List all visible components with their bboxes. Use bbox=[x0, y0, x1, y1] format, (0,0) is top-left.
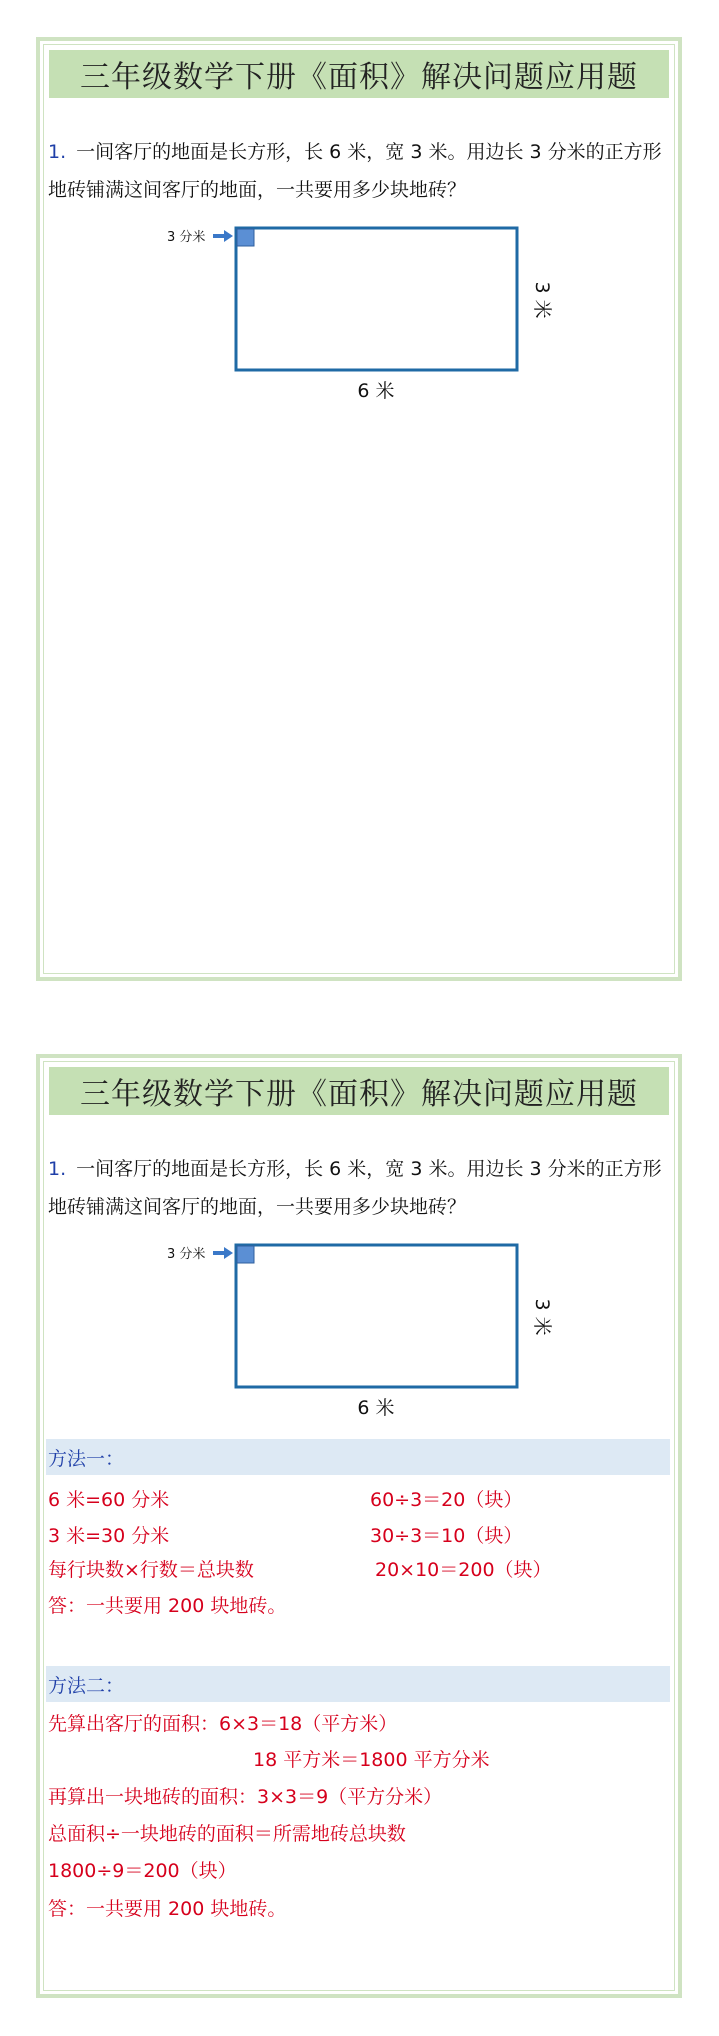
method1-right-line: 20×10＝200（块） bbox=[375, 1559, 552, 1581]
method1-header-bar bbox=[46, 1439, 670, 1475]
question-card bbox=[36, 37, 682, 981]
method2-line: 18 平方米＝1800 平方分米 bbox=[253, 1749, 490, 1771]
tile-label: 3 分米 bbox=[167, 230, 206, 245]
width-label: 3 米 bbox=[531, 281, 553, 319]
solution-card bbox=[36, 1054, 682, 1998]
floor-diagram bbox=[40, 41, 686, 441]
method2-line: 1800÷9＝200（块） bbox=[48, 1860, 237, 1882]
tile-arrow-icon bbox=[213, 230, 233, 242]
method2-answer: 答：一共要用 200 块地砖。 bbox=[48, 1898, 287, 1920]
method1-title: 方法一： bbox=[48, 1448, 125, 1470]
tile-label: 3 分米 bbox=[167, 1247, 206, 1262]
tile-square bbox=[237, 229, 254, 246]
length-label: 6 米 bbox=[357, 1397, 395, 1419]
question-text: 一间客厅的地面是长方形，长 6 米，宽 3 米。用边长 3 分米的正方形地砖铺满这间客厅的地面，一共要用多少块地砖？ bbox=[48, 1158, 662, 1218]
method1-left-line: 6 米=60 分米 bbox=[48, 1489, 170, 1511]
method2-line: 再算出一块地砖的面积：3×3＝9（平方分米） bbox=[48, 1786, 443, 1808]
method2-header-bar bbox=[46, 1666, 670, 1702]
room-rectangle bbox=[236, 1245, 517, 1387]
floor-diagram-2 bbox=[40, 1058, 686, 1458]
tile-square bbox=[237, 1246, 254, 1263]
width-label: 3 米 bbox=[531, 1298, 553, 1336]
method1-left-line: 3 米=30 分米 bbox=[48, 1525, 170, 1547]
method1-right-line: 60÷3＝20（块） bbox=[370, 1489, 523, 1511]
method2-line: 先算出客厅的面积：6×3＝18（平方米） bbox=[48, 1713, 398, 1735]
room-rectangle bbox=[236, 228, 517, 370]
tile-arrow-icon bbox=[213, 1247, 233, 1259]
question-number: 1. bbox=[48, 141, 67, 163]
method1-left-line: 每行块数×行数＝总块数 bbox=[48, 1559, 254, 1581]
method2-title: 方法二： bbox=[48, 1675, 125, 1697]
method2-line: 总面积÷一块地砖的面积＝所需地砖总块数 bbox=[48, 1823, 406, 1845]
question-text: 一间客厅的地面是长方形，长 6 米，宽 3 米。用边长 3 分米的正方形地砖铺满这间客厅的地面，一共要用多少块地砖？ bbox=[48, 141, 662, 201]
question-number: 1. bbox=[48, 1158, 67, 1180]
method1-answer: 答：一共要用 200 块地砖。 bbox=[48, 1595, 287, 1617]
method1-right-line: 30÷3＝10（块） bbox=[370, 1525, 523, 1547]
page-title: 三年级数学下册《面积》解决问题应用题 bbox=[49, 50, 669, 98]
length-label: 6 米 bbox=[357, 380, 395, 402]
page-title-2: 三年级数学下册《面积》解决问题应用题 bbox=[49, 1067, 669, 1115]
